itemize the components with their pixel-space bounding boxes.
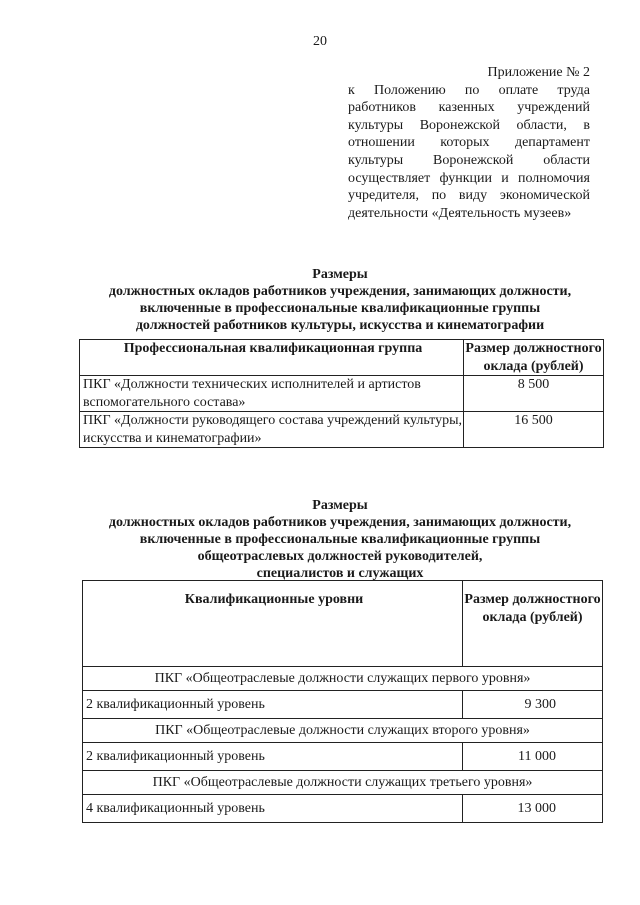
column-header-group: Профессиональная квалификационная группа xyxy=(80,340,464,376)
table-row xyxy=(80,412,604,448)
appendix-block xyxy=(348,64,590,222)
section2-heading xyxy=(60,497,620,582)
section2-heading-line: включенные в профессиональные квалификационные группы xyxy=(139,532,541,547)
table-header-row xyxy=(83,581,603,667)
appendix-text: к Положению по оплате труда работников казенных учреждений культуры Воронежской области, в отношении которых департамент культуры Воронежской области осуществляет функции и полномочия учредителя, по виду экономической деятельности «Деятельность музеев» xyxy=(348,82,590,221)
group-row xyxy=(83,719,603,743)
section1-heading-line: включенные в профессиональные квалификационные группы xyxy=(139,301,541,316)
table-header-row xyxy=(80,340,604,376)
section1-heading-line: должностных окладов работников учреждения, занимающих должности, xyxy=(108,284,572,299)
column-header-level: Квалификационные уровни xyxy=(83,581,463,667)
table-row xyxy=(83,795,603,823)
section2-heading-line: Размеры xyxy=(312,498,368,513)
section1-heading-line: Размеры xyxy=(312,267,368,282)
group-title-cell: ПКГ «Общеотраслевые должности служащих третьего уровня» xyxy=(83,771,603,795)
salary-cell: 11 000 xyxy=(463,743,603,771)
group-row xyxy=(83,771,603,795)
page-number: 20 xyxy=(313,34,327,49)
column-header-salary: Размер должностного оклада (рублей) xyxy=(465,341,602,374)
section2-heading-line: должностных окладов работников учреждения, занимающих должности, xyxy=(108,515,572,530)
group-title-cell: ПКГ «Общеотраслевые должности служащих первого уровня» xyxy=(83,667,603,691)
group-cell: ПКГ «Должности технических исполнителей и артистов вспомогательного состава» xyxy=(80,376,464,412)
section2-heading-line: специалистов и служащих xyxy=(256,566,424,581)
salary-table-general xyxy=(82,580,603,823)
salary-cell: 16 500 xyxy=(464,412,604,448)
group-title-cell: ПКГ «Общеотраслевые должности служащих второго уровня» xyxy=(83,719,603,743)
table-row xyxy=(80,376,604,412)
section1-heading xyxy=(60,266,620,334)
salary-cell: 9 300 xyxy=(463,691,603,719)
salary-cell: 8 500 xyxy=(464,376,604,412)
section1-heading-line: должностей работников культуры, искусства и кинематографии xyxy=(135,318,545,333)
level-cell: 2 квалификационный уровень xyxy=(83,691,463,719)
table-row xyxy=(83,743,603,771)
appendix-title: Приложение № 2 xyxy=(487,65,590,80)
level-cell: 4 квалификационный уровень xyxy=(83,795,463,823)
section2-heading-line: общеотраслевых должностей руководителей, xyxy=(197,549,483,564)
level-cell: 2 квалификационный уровень xyxy=(83,743,463,771)
table-row xyxy=(83,691,603,719)
column-header-salary: Размер должностного оклада (рублей) xyxy=(463,581,603,667)
salary-cell: 13 000 xyxy=(463,795,603,823)
group-row xyxy=(83,667,603,691)
group-cell: ПКГ «Должности руководящего состава учреждений культуры, искусства и кинематографии» xyxy=(80,412,464,448)
salary-table-culture xyxy=(79,339,604,448)
